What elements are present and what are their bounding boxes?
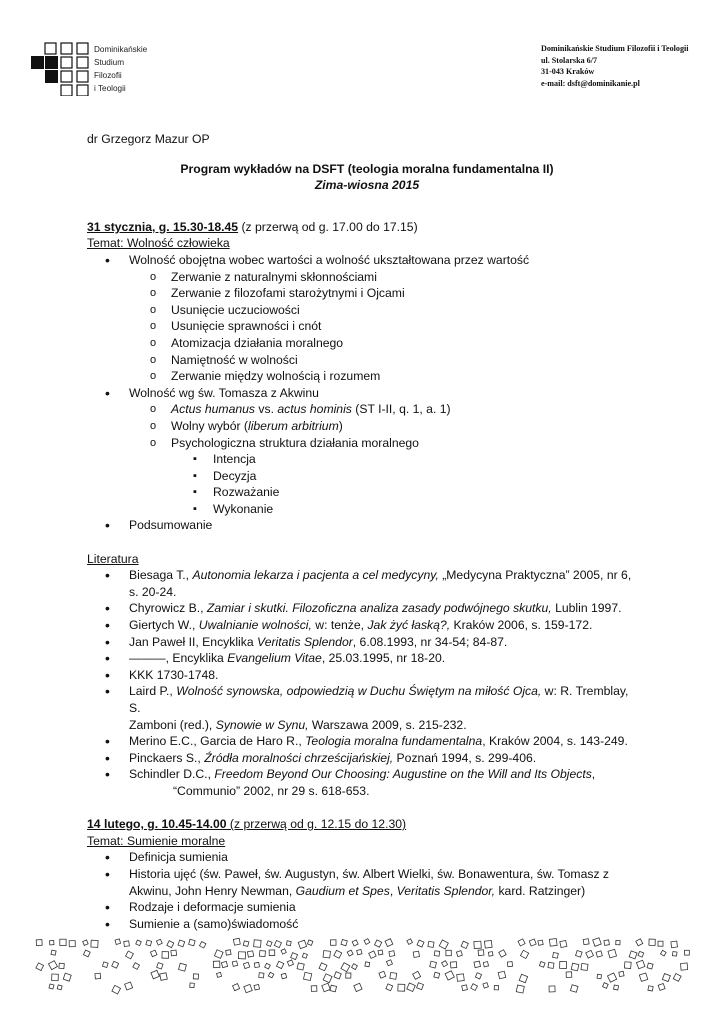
text: Kraków 2006, s. 159-172.: [450, 618, 593, 633]
decorative-square: [548, 962, 554, 968]
decorative-square: [648, 986, 653, 991]
text: vs.: [255, 402, 278, 417]
session-2-date: 14 lutego, g. 10.45-14.00: [87, 817, 227, 832]
decorative-square: [518, 939, 525, 946]
text: ,: [389, 883, 397, 898]
literature-entry: [87, 634, 647, 651]
decorative-square: [597, 974, 602, 979]
decorative-square: [265, 963, 271, 969]
decorative-square: [385, 939, 393, 947]
work-title: Źródła moralności chrześcijańskiej,: [204, 750, 394, 765]
decorative-square: [232, 961, 237, 966]
text: Chyrowicz B.,: [129, 601, 207, 616]
decorative-square: [112, 985, 121, 994]
decorative-square: [226, 950, 231, 955]
decorative-square: [51, 950, 56, 955]
decorative-square: [519, 974, 527, 982]
decorative-square: [478, 950, 484, 956]
work-title: Jak żyć łaską?,: [367, 618, 451, 633]
session-2-header: [87, 816, 647, 833]
list-item: [87, 252, 647, 385]
decorative-square: [389, 951, 395, 957]
sub-list-item: [129, 401, 647, 418]
decorative-square: [483, 962, 488, 967]
decorative-square: [36, 940, 42, 946]
logo-line: Studium: [94, 58, 125, 67]
text: “Communio” 2002, nr 29 s. 618-653.: [173, 783, 370, 798]
decorative-square: [146, 940, 152, 946]
decorative-square: [171, 950, 177, 956]
work-title: Teologia moralna fundamentalna: [305, 734, 483, 749]
decorative-square: [461, 941, 468, 948]
decorative-square: [297, 963, 304, 970]
decorative-square: [221, 961, 227, 967]
decorative-square: [685, 950, 690, 955]
author: dr Grzegorz Mazur OP: [87, 132, 210, 146]
text: Schindler D.C.,: [129, 767, 215, 782]
decorative-square: [95, 973, 101, 979]
work-title: Zamiar i skutki. Filozoficzna analiza zasady podwójnego skutku,: [206, 601, 552, 616]
literature-list: [87, 567, 647, 799]
decorative-square: [407, 983, 416, 992]
decorative-square: [63, 973, 71, 981]
literature-entry: [87, 766, 647, 799]
decorative-square: [430, 961, 437, 968]
decorative-square: [341, 963, 350, 972]
decorative-square: [167, 941, 174, 948]
decorative-square: [254, 940, 261, 947]
text: Historia ujęć (św. Paweł, św. Augustyn, św. Albert Wielki, św. Bonawentura, św. Tomasz z Akwinu, John Henry Newman,: [129, 866, 610, 898]
decorative-square: [274, 940, 281, 947]
decorative-square: [334, 972, 341, 979]
decorative-square: [193, 974, 198, 979]
decorative-square: [151, 970, 160, 979]
decorative-square: [357, 949, 362, 954]
sub-list-item: o Zerwanie z naturalnymi skłonnościami: [129, 269, 647, 286]
decorative-square: [291, 953, 298, 960]
decorative-square: [319, 963, 327, 971]
list-item-text: Wolność wg św. Tomasza z Akwinu: [129, 385, 319, 400]
decorative-square: [446, 950, 451, 955]
decorative-square: [604, 940, 610, 946]
literature-heading: Literatura: [87, 551, 139, 566]
latin-term: liberum arbitrium: [247, 418, 339, 433]
literature-entry: [87, 650, 647, 667]
list-item: [87, 866, 647, 899]
literature-entry: [87, 600, 647, 617]
decorative-square: [133, 963, 140, 970]
text: (ST I-II, q. 1, a. 1): [351, 402, 451, 417]
decorative-square: [287, 960, 293, 966]
literature-entry: [87, 567, 647, 600]
sub-sub-list-item: ▪ Intencja: [171, 451, 647, 468]
work-title: Veritatis Splendor: [257, 634, 353, 649]
decorative-square: [661, 950, 667, 956]
decorative-square: [157, 963, 163, 969]
work-title: Uwalnianie wolności,: [198, 618, 312, 633]
text: s. 20-24.: [129, 584, 177, 599]
decorative-square: [49, 940, 54, 945]
logo-line: Dominikańskie: [94, 45, 148, 54]
text: , 25.03.1995, nr 18-20.: [321, 651, 446, 666]
decorative-square: [658, 941, 663, 946]
decorative-square: [581, 963, 588, 970]
address-block: [541, 43, 689, 89]
decorative-square: [471, 984, 478, 991]
decorative-square: [112, 961, 119, 968]
decorative-square: [549, 986, 555, 992]
decorative-square: [49, 984, 54, 989]
decorative-square: [48, 961, 57, 970]
decorative-square: [499, 950, 506, 957]
decorative-square: [462, 985, 468, 991]
page-title: Program wykładów na DSFT (teologia moralna fundamentalna II): [180, 161, 554, 176]
text: Wolny wybór (: [171, 418, 248, 433]
decorative-square: [125, 982, 133, 990]
decorative-square: [352, 940, 358, 946]
decorative-square: [566, 972, 572, 978]
document-body: [87, 131, 647, 932]
decorative-square: [311, 986, 317, 992]
decorative-square: [375, 940, 382, 947]
text: Jan Paweł II, Encyklika: [129, 634, 258, 649]
decorative-square: [658, 984, 665, 991]
decorative-square: [365, 962, 370, 967]
sub-sub-list-item: ▪ Decyzja: [171, 468, 647, 485]
decorative-square: [576, 951, 583, 958]
text: kard. Ratzinger): [495, 883, 586, 898]
decorative-square: [57, 985, 62, 990]
text: Warszawa 2009, s. 215-232.: [308, 717, 467, 732]
text: w: R. Tremblay, S.: [129, 684, 629, 715]
sub-list-item: o Atomizacja działania moralnego: [129, 335, 647, 352]
list-item: • Rodzaje i deformacje sumienia: [87, 899, 647, 916]
text: Poznań 1994, s. 299-406.: [393, 750, 537, 765]
decorative-square: [671, 941, 678, 948]
sub-sub-list-item: ▪ Rozważanie: [171, 484, 647, 501]
decorative-square: [516, 985, 524, 993]
decorative-square: [638, 951, 644, 957]
decorative-square: [124, 941, 130, 947]
decorative-square: [483, 983, 488, 988]
decorative-square: [52, 974, 59, 981]
decorative-square: [330, 940, 336, 946]
decorative-square: [354, 983, 362, 991]
text: w: tenże,: [311, 618, 368, 633]
decorative-square: [243, 962, 249, 968]
decorative-square: [83, 950, 90, 957]
text: , 6.08.1993, nr 34-54; 84-87.: [352, 634, 508, 649]
decorative-square: [36, 963, 44, 971]
literature-entry: [87, 750, 647, 767]
decorative-square: [268, 972, 274, 978]
literature-entry: [87, 617, 647, 634]
page-subtitle: Zima-wiosna 2015: [314, 178, 420, 193]
decorative-square: [593, 938, 602, 947]
decorative-square: [488, 952, 493, 957]
decorative-square: [259, 973, 264, 978]
decorative-square: [281, 949, 286, 954]
decorative-square: [179, 963, 187, 971]
decorative-square: [434, 972, 440, 978]
list-item: • Podsumowanie: [87, 517, 647, 534]
decorative-square: [244, 984, 252, 992]
address-email: e-mail: dsft@dominikanie.pl: [541, 78, 640, 88]
session-1-note: (z przerwą od g. 17.00 do 17.15): [238, 219, 418, 234]
work-title: Veritatis Splendor,: [396, 883, 496, 898]
decorative-square: [346, 973, 351, 978]
decorative-square: [639, 973, 647, 981]
decorative-square: [672, 952, 677, 957]
decorative-square: [160, 973, 168, 981]
decorative-square: [298, 940, 306, 948]
decorative-square: [243, 941, 249, 947]
decorative-square: [323, 974, 332, 983]
decorative-square: [341, 939, 347, 945]
decorative-square: [586, 950, 594, 958]
text: ): [338, 418, 343, 433]
text: ———, Encyklika: [129, 651, 228, 666]
session-2-note: (z przerwą od g. 12.15 do 12.30): [226, 817, 407, 832]
decorative-square: [330, 985, 337, 992]
decorative-square: [156, 939, 162, 945]
decorative-square: [608, 949, 617, 958]
sub-list-item: o Zerwanie między wolnością i rozumem: [129, 368, 647, 385]
decorative-square: [322, 983, 331, 992]
decorative-square: [307, 940, 312, 945]
decorative-square: [369, 951, 376, 958]
decorative-square: [379, 971, 386, 978]
decorative-square: [439, 940, 448, 949]
decorative-square: [450, 962, 456, 968]
decorative-square: [560, 940, 567, 947]
list-item-text: Wolność obojętna wobec wartości a wolność ukształtowana przez wartość: [129, 252, 530, 267]
decorative-square: [378, 950, 383, 955]
literature-entry: [87, 733, 647, 750]
sub-list-item: o Usunięcie sprawności i cnót: [129, 318, 647, 335]
address-street: ul. Stolarska 6/7: [541, 55, 597, 65]
decorative-square: [126, 951, 134, 959]
work-title: Autonomia lekarza i pacjenta a cel medycyny,: [192, 568, 439, 583]
decorative-square: [281, 973, 286, 978]
decorative-square: [607, 973, 616, 982]
text: Lublin 1997.: [551, 601, 622, 616]
decorative-square: [247, 951, 253, 957]
list-item: • Definicja sumienia: [87, 849, 647, 866]
decorative-square: [457, 974, 465, 982]
decorative-square: [69, 941, 75, 947]
decorative-square: [445, 971, 454, 980]
text: Giertych W.,: [129, 618, 199, 633]
decorative-square: [259, 951, 265, 957]
decorative-square: [102, 962, 108, 968]
decorative-square: [681, 963, 688, 970]
decorative-square: [571, 963, 579, 971]
text: Laird P.,: [129, 684, 177, 699]
decorative-square: [456, 951, 462, 957]
decorative-square: [115, 939, 121, 945]
decorative-square: [413, 971, 421, 979]
decorative-square: [238, 952, 245, 959]
decorative-square: [474, 941, 481, 948]
decorative-square: [614, 985, 619, 990]
logo-line: Filozofii: [94, 71, 122, 80]
decorative-square: [83, 940, 89, 946]
decorative-square: [603, 983, 609, 989]
decorative-square: [583, 939, 589, 945]
decorative-square: [636, 939, 643, 946]
decorative-square: [494, 986, 498, 990]
decorative-square: [269, 950, 275, 956]
decorative-square: [475, 973, 481, 979]
decorative-square: [190, 983, 195, 988]
sub-list-item: o Zerwanie z filozofami starożytnymi i Ojcami: [129, 285, 647, 302]
session-1-topic: Temat: Wolność człowieka: [87, 236, 230, 251]
text: Zamboni (red.),: [129, 717, 216, 732]
text: „Medycyna Praktyczna” 2005, nr 6,: [438, 568, 632, 583]
entry-continuation: [129, 717, 641, 734]
decorative-square: [673, 974, 681, 982]
text: Pinckaers S.,: [129, 750, 205, 765]
decorative-square: [549, 939, 557, 947]
work-title: Synowie w Synu,: [215, 717, 309, 732]
session-1-list: [87, 252, 647, 534]
decorative-square: [178, 940, 185, 947]
text: Merino E.C., Garcia de Haro R.,: [129, 734, 306, 749]
work-title: Gaudium et Spes: [295, 883, 390, 898]
decorative-square: [398, 984, 405, 991]
sub-list: [129, 269, 647, 385]
latin-term: Actus humanus: [171, 402, 256, 417]
sub-sub-list: [171, 451, 647, 517]
address-city: 31-043 Kraków: [541, 67, 595, 77]
latin-term: actus hominis: [277, 402, 352, 417]
decorative-square: [302, 953, 307, 958]
decorative-square: [352, 964, 358, 970]
decorative-square: [428, 941, 434, 947]
decorative-square: [407, 939, 413, 945]
decorative-square: [254, 984, 260, 990]
decorative-square: [150, 950, 157, 957]
decorative-square: [647, 963, 653, 969]
text: , Kraków 2004, s. 143-249.: [482, 734, 628, 749]
decorative-square: [334, 950, 342, 958]
decorative-square: [570, 985, 578, 993]
decorative-square: [364, 939, 370, 945]
decorative-square: [629, 951, 637, 959]
decorative-square: [624, 962, 631, 969]
list-item: • Sumienie a (samo)świadomość: [87, 916, 647, 933]
decorative-square: [417, 983, 424, 990]
address-institution: Dominikańskie Studium Filozofii i Teologii: [541, 44, 689, 53]
work-title: Evangelium Vitae: [227, 651, 322, 666]
session-1-date: 31 stycznia, g. 15.30-18.45: [87, 219, 239, 234]
decorative-square: [390, 972, 397, 979]
decorative-square: [413, 951, 419, 957]
decorative-square: [474, 961, 481, 968]
decorative-square: [386, 960, 392, 966]
decorative-square: [162, 952, 169, 959]
decorative-square: [233, 938, 240, 945]
sub-list-item: o Usunięcie uczuciowości: [129, 302, 647, 319]
decorative-square: [596, 951, 602, 957]
decorative-square: [286, 941, 291, 946]
sub-list: [129, 401, 647, 517]
decorative-square: [233, 984, 240, 991]
sub-list-item: [129, 418, 647, 435]
decorative-square: [386, 984, 393, 991]
sub-sub-list-item: ▪ Wykonanie: [171, 501, 647, 518]
work-title: Wolność synowska, odpowiedzią w Duchu Świętym na miłość Ojca,: [176, 684, 542, 699]
text: ,: [591, 767, 596, 782]
logo-line: i Teologii: [94, 84, 126, 93]
sub-list-item: o Namiętność w wolności: [129, 352, 647, 369]
decorative-square: [136, 940, 142, 946]
decorative-square: [538, 940, 543, 945]
decorative-square: [442, 961, 448, 967]
decorative-square: [484, 940, 492, 948]
decorative-squares-footer: [34, 935, 690, 997]
list-item: [87, 385, 647, 518]
session-2-list: [87, 849, 647, 932]
decorative-square: [636, 960, 645, 969]
session-2-topic: Temat: Sumienie moralne: [87, 833, 226, 848]
decorative-square: [539, 962, 545, 968]
decorative-square: [507, 962, 512, 967]
decorative-square: [434, 951, 439, 956]
decorative-square: [217, 972, 222, 977]
decorative-square: [520, 950, 528, 958]
session-1-header: [87, 219, 647, 236]
decorative-square: [529, 939, 536, 946]
decorative-square: [59, 963, 64, 968]
decorative-square: [649, 939, 655, 945]
decorative-square: [616, 940, 620, 944]
decorative-square: [213, 961, 220, 968]
decorative-square: [276, 961, 283, 968]
text: Psychologiczna struktura działania moralnego: [171, 435, 419, 450]
decorative-square: [60, 939, 66, 945]
literature-entry: • KKK 1730-1748.: [87, 667, 647, 684]
literature-entry: [87, 683, 647, 733]
decorative-square: [323, 951, 330, 958]
logo-text: [94, 43, 147, 95]
decorative-square: [254, 962, 259, 967]
decorative-square: [189, 939, 195, 945]
decorative-square: [619, 971, 624, 976]
work-title: Freedom Beyond Our Choosing: Augustine on the Will and Its Objects: [214, 767, 592, 782]
decorative-square: [560, 962, 567, 969]
decorative-square: [553, 952, 559, 958]
decorative-square: [266, 941, 272, 947]
decorative-square: [417, 940, 424, 947]
text: Biesaga T.,: [129, 568, 193, 583]
decorative-square: [498, 971, 506, 979]
decorative-square: [214, 950, 223, 959]
decorative-square: [303, 972, 311, 980]
decorative-square: [91, 940, 98, 947]
decorative-square: [347, 950, 353, 956]
decorative-square: [662, 974, 670, 982]
decorative-square: [199, 942, 205, 948]
sub-list-item: [129, 435, 647, 518]
